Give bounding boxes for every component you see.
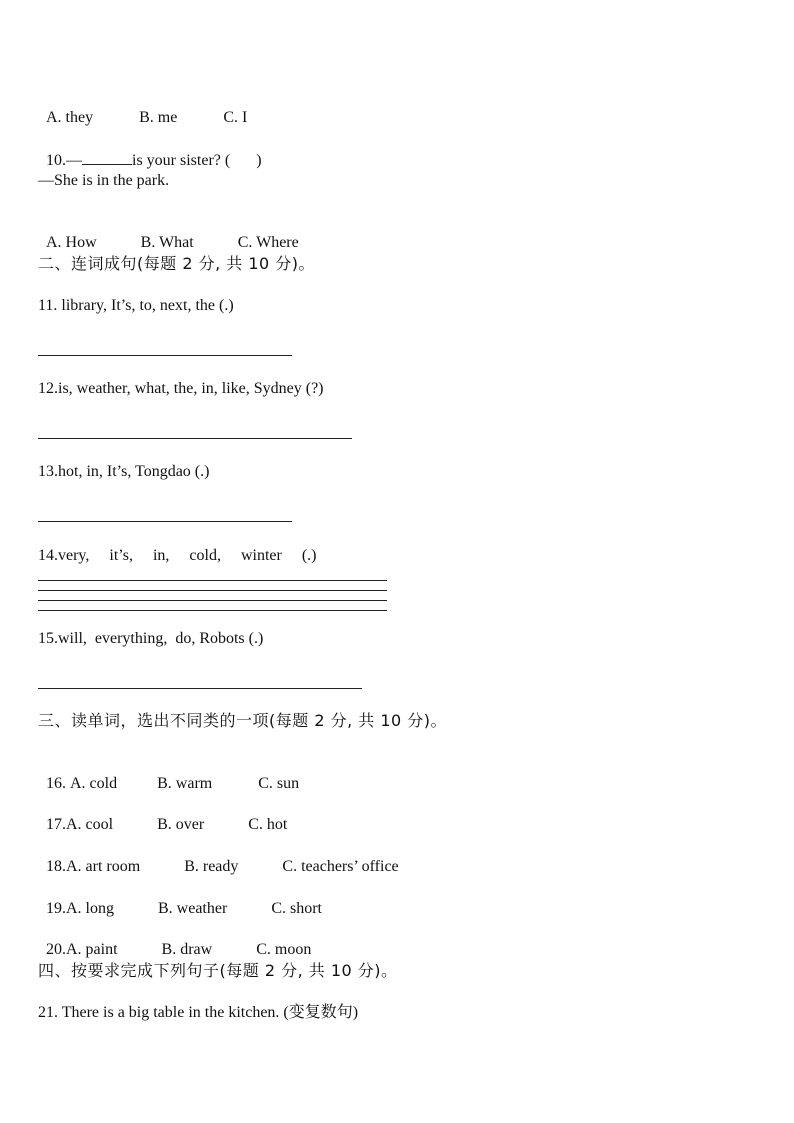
q15-words: 15.will, everything, do, Robots (.) <box>38 630 264 647</box>
q14-answer-line-4 <box>38 610 387 611</box>
q10-option-b: B. What <box>140 234 194 251</box>
section-2-title: 二、连词成句(每题 2 分, 共 10 分)。 <box>38 254 316 273</box>
q16-option-a: A. cold <box>70 775 118 792</box>
q21-text: 21. There is a big table in the kitchen. (变复数句) <box>38 1004 359 1021</box>
q9-option-a: A. they <box>46 109 94 126</box>
q17-row <box>38 795 287 835</box>
q18-row <box>38 837 399 877</box>
q9-options <box>38 88 247 128</box>
q10-text: is your sister? ( <box>132 152 231 169</box>
q12-words: 12.is, weather, what, the, in, like, Sydney (?) <box>38 380 324 397</box>
q19-row <box>38 879 322 919</box>
q12-answer-line <box>38 438 352 439</box>
q16-row <box>38 754 299 794</box>
q10-paren-close: ) <box>256 152 262 169</box>
q10-option-c: C. Where <box>237 234 299 251</box>
section-4-title: 四、按要求完成下列句子(每题 2 分, 共 10 分)。 <box>38 961 398 980</box>
q13-words: 13.hot, in, It’s, Tongdao (.) <box>38 463 210 480</box>
q10-options <box>38 213 299 253</box>
q10-option-a: A. How <box>46 234 97 251</box>
q14-answer-line-2 <box>38 590 387 591</box>
q19-option-b: B. weather <box>158 900 228 917</box>
q19-option-a: A. long <box>66 900 114 917</box>
q17-option-b: B. over <box>157 816 205 833</box>
q18-option-b: B. ready <box>184 858 239 875</box>
q14-answer-line-3 <box>38 600 387 601</box>
q9-option-c: C. I <box>223 109 248 126</box>
q10-blank <box>82 150 132 165</box>
q18-option-a: A. art room <box>66 858 141 875</box>
q19-option-c: C. short <box>271 900 322 917</box>
q10-number: 10.— <box>46 152 82 169</box>
q20-option-a: A. paint <box>66 941 118 958</box>
q15-answer-line <box>38 688 362 689</box>
q20-number: 20. <box>46 941 66 958</box>
q20-option-c: C. moon <box>256 941 312 958</box>
q14-words: 14.very, it’s, in, cold, winter (.) <box>38 547 317 564</box>
q16-number: 16. <box>46 775 70 792</box>
q11-words: 11. library, It’s, to, next, the (.) <box>38 297 234 314</box>
q20-row <box>38 920 311 960</box>
q14-answer-line-1 <box>38 580 387 581</box>
q10-question <box>38 130 262 171</box>
q17-option-a: A. cool <box>66 816 114 833</box>
q20-option-b: B. draw <box>161 941 213 958</box>
q18-option-c: C. teachers’ office <box>282 858 399 875</box>
q18-number: 18. <box>46 858 66 875</box>
q9-option-b: B. me <box>139 109 178 126</box>
q16-option-b: B. warm <box>157 775 213 792</box>
q17-option-c: C. hot <box>248 816 288 833</box>
q10-answer-line: —She is in the park. <box>38 172 170 189</box>
q16-option-c: C. sun <box>258 775 300 792</box>
section-3-title: 三、读单词，选出不同类的一项(每题 2 分, 共 10 分)。 <box>38 711 448 730</box>
q13-answer-line <box>38 521 292 522</box>
q17-number: 17. <box>46 816 66 833</box>
q19-number: 19. <box>46 900 66 917</box>
q11-answer-line <box>38 355 292 356</box>
